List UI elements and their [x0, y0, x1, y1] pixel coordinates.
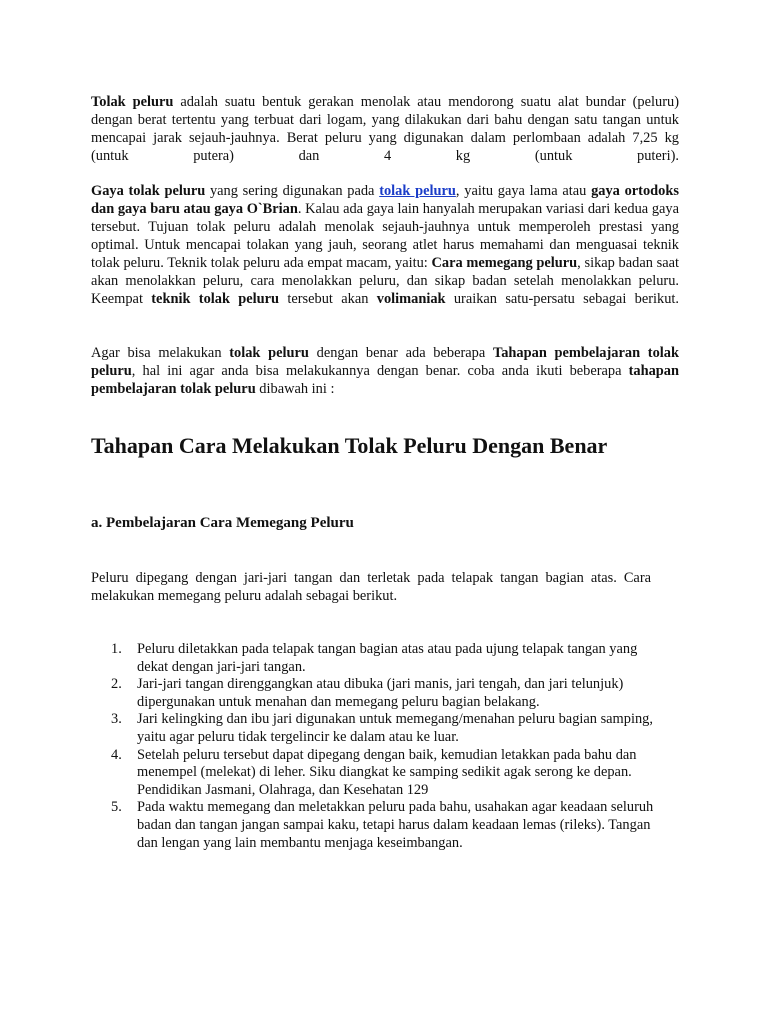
list-item-line: Pada waktu memegang dan meletakkan peluru pada bahu, usahakan agar keadaan seluruh	[137, 799, 654, 816]
bold-term: tolak peluru	[229, 345, 309, 361]
list-item	[91, 711, 679, 746]
paragraph-text: yang sering digunakan pada	[205, 183, 380, 199]
paragraph-intro-tolak-peluru	[91, 93, 679, 165]
bold-term: tahapan pembelajaran tolak peluru	[91, 363, 679, 397]
paragraph-text: adalah suatu bentuk gerakan menolak atau mendorong suatu alat bundar (peluru) dengan berat tertentu yang terbuat dari logam, yang dilakukan dari bahu dengan satu tangan untuk mencapai jarak sejauh-jauhnya. Berat peluru yang digunakan dalam perlombaan adalah 7,25 kg (untuk putera) dan 4 kg (untuk puteri).	[91, 94, 679, 164]
list-item-line: dipergunakan untuk menahan dan memegang peluru bagian belakang.	[137, 693, 540, 710]
list-item	[91, 676, 679, 711]
paragraph-text: tersebut akan	[279, 291, 377, 307]
paragraph-text: Agar bisa melakukan	[91, 345, 230, 361]
bold-term: Gaya tolak peluru	[91, 183, 206, 199]
section-intro-paragraph: Peluru dipegang dengan jari-jari tangan dan terletak pada telapak tangan bagian atas. Cara melakukan memegang peluru adalah sebagai berikut.	[91, 570, 651, 604]
list-item-number: 2.	[111, 676, 122, 693]
section-subheading: a. Pembelajaran Cara Memegang Peluru	[91, 515, 354, 531]
list-item-number: 1.	[111, 641, 122, 657]
bold-term: teknik tolak peluru	[151, 291, 280, 307]
bold-term: Cara memegang peluru	[431, 255, 578, 271]
list-item-line: Jari-jari tangan direnggangkan atau dibuka (jari manis, jari tengah, dan jari telunjuk)	[137, 676, 624, 693]
list-item-line: dekat dengan jari-jari tangan.	[137, 658, 306, 675]
list-item-line: badan dan tangan jangan sampai kaku, tetapi harus dalam keadaan lemas (rileks). Tangan	[137, 816, 651, 833]
bold-term: gaya ortodoks dan gaya baru atau gaya O`Brian	[91, 183, 679, 217]
paragraph-text: , hal ini agar anda bisa melakukannya dengan benar. coba anda ikuti beberapa	[131, 363, 629, 379]
list-item-line: Jari kelingking dan ibu jari digunakan untuk memegang/menahan peluru bagian samping,	[137, 711, 653, 728]
bold-term: Tahapan pembelajaran tolak peluru	[91, 345, 679, 379]
bold-term: Tolak peluru	[91, 94, 174, 110]
page-heading: Tahapan Cara Melakukan Tolak Peluru Dengan Benar	[91, 433, 608, 458]
list-item-number: 3.	[111, 711, 122, 728]
list-item-line: menempel (melekat) di leher. Siku diangkat ke samping sedikit agak serong ke depan.	[137, 764, 632, 781]
paragraph-text: dengan benar ada beberapa	[308, 345, 493, 361]
paragraph-text: , sikap badan saat akan menolakkan peluru, cara menolakkan peluru, dan sikap badan setelah menolakkan peluru. Keempat	[91, 255, 679, 307]
list-item-line: Peluru diletakkan pada telapak tangan bagian atas atau pada ujung telapak tangan yang	[137, 641, 638, 657]
list-item-line: Pendidikan Jasmani, Olahraga, dan Kesehatan 129	[137, 781, 429, 798]
tolak-peluru-link[interactable]: tolak peluru	[379, 183, 456, 199]
list-item-number: 5.	[111, 799, 122, 816]
paragraph-text: , yaitu gaya lama atau	[455, 183, 592, 199]
paragraph-gaya-tolak-peluru	[91, 182, 679, 308]
bold-term: volimaniak	[376, 291, 446, 307]
list-item	[91, 641, 679, 676]
paragraph-text: uraikan satu-persatu sebagai berikut.	[445, 291, 679, 307]
list-item-line: dan lengan yang lain membantu menjaga keseimbangan.	[137, 834, 463, 851]
paragraph-tahapan-pembelajaran	[91, 344, 679, 398]
list-item	[91, 799, 679, 852]
list-item-line: yaitu agar peluru tidak tergelincir ke dalam atau ke luar.	[137, 728, 459, 745]
list-item	[91, 747, 679, 800]
steps-list	[91, 641, 679, 852]
list-item-line: Setelah peluru tersebut dapat dipegang dengan baik, kemudian letakkan pada bahu dan	[137, 746, 637, 763]
paragraph-text: . Kalau ada gaya lain hanyalah merupakan variasi dari kedua gaya tersebut. Tujuan tolak peluru adalah menolak sejauh-jauhnya untuk memperoleh prestasi yang optimal. Untuk mencapai tolakan yang jauh, seorang atlet harus memahami dan menguasai teknik tolak peluru. Teknik tolak peluru ada empat macam, yaitu:	[91, 201, 679, 271]
list-item-number: 4.	[111, 746, 122, 763]
paragraph-text: dibawah ini :	[255, 381, 335, 397]
